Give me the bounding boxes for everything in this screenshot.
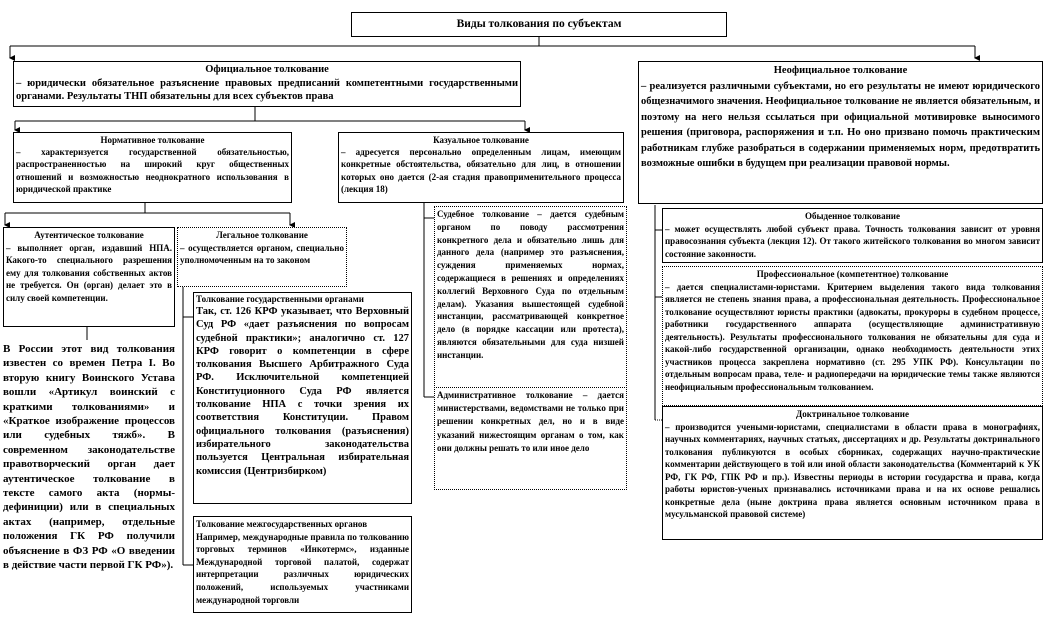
ordinary-interpretation-box — [662, 208, 1043, 263]
unofficial-title: Неофициальное толкование — [773, 65, 908, 76]
administrative-interpretation-box — [434, 387, 627, 490]
normative-title: Нормативное толкование — [100, 135, 205, 145]
ordinary-text: – может осуществлять любой субъект права. Точность толкования зависит от уровня правосознания субъекта (лекция 12). От такого житейского толкования во многом зависит состояние законности. — [665, 223, 1040, 259]
legal-title: Легальное толкование — [216, 230, 308, 240]
professional-text: – дается специалистами-юристами. Критерием выделения такого вида толкования является не степень знания права, а профессиональная деятельность. Профессиональное толкование осуществляют юристы практики (адвокаты, прокуроры в судебном процессе, работники государственного аппарата (осуществляющие административную деятельность). Результаты профессионального толкования не обязательны для суда и какой-либо государственной организации, однако необходимость деятельности этих участников процесса закреплена нормативно (ст. 295 УПК РФ). Консультации по отдельным вопросам права, теле- и радиопередачи на юридические темы также являются неофициальным профессиональным толкованием. — [665, 281, 1040, 392]
unofficial-interpretation-box — [638, 61, 1043, 204]
unofficial-text: – реализуется различными субъектами, но его результаты не имеют юридического общезначимого значения. Неофициальное толкование не является обязательным, и поэтому на него нельзя ссылаться при официальной мотивировке выносимого решения (приговора, распоряжения и т.п. Но оно призвано помочь практическим работникам глубже разобраться в содержании применяемых норм, предотвратить возможные ошибки в будущем при реализации правовой нормы. — [641, 80, 1040, 169]
doctrinal-title: Доктринальное толкование — [796, 409, 909, 419]
normative-interpretation-box — [13, 132, 292, 203]
professional-interpretation-box — [662, 266, 1043, 406]
judicial-text: – дается судебным органом по поводу рассмотрения конкретного дела и обязательно лишь для данного дела (например это разъяснения, суждения применяемых нормах, содержащиеся в решениях и определениях коллегий Верховного Суда по отдельным делам). Указания вышестоящей судебной инстанции, рассматривающей конкретное дело (в порядке кассации или протеста), являются обязательными для суда низшей инстанции. — [437, 209, 624, 360]
legal-interpretation-box — [177, 227, 347, 287]
official-text: – юридически обязательное разъяснение правовых предписаний компетентными государственными органами. Результаты ТНП обязательны для всех субъектов права — [16, 77, 518, 102]
diagram-title-box — [351, 12, 727, 37]
casual-title: Казуальное толкование — [433, 135, 529, 145]
authentic-interpretation-box — [3, 227, 175, 327]
ordinary-title: Обыденное толкование — [805, 211, 900, 221]
diagram-title: Виды толкования по субъектам — [456, 18, 622, 30]
state-bodies-title: Толкование государственными органами — [196, 294, 364, 304]
interstate-bodies-interpretation-box — [193, 516, 412, 613]
official-title: Официальное толкование — [205, 64, 329, 75]
casual-text: – адресуется персонально определенным лицам, имеющим конкретные обстоятельства, обязательно для лиц, в отношении которых оно дается (2-ая стадия правоприменительного процесса (лекция 18) — [341, 147, 621, 194]
legal-text: – осуществляется органом, специально уполномоченным на то законом — [180, 242, 344, 265]
judicial-interpretation-box — [434, 206, 627, 392]
normative-text: – характеризуется государственной обязательностью, распространенностью на широкий круг общественных отношений и возможностью неоднократного использования в юридической практике — [16, 147, 289, 194]
authentic-history-note: В России этот вид толкования известен со времен Петра I. Во вторую книгу Воинского Устава вошли «Артикул воинский с краткими толкованиями» и «Краткое изображение процессов или судебных тяжб». В современном законодательстве правотворческий орган дает аутентическое толкование в тексте самого акта (нормы-дефиниции) или в специальных актах (например, отдельные положения ГК РФ получили объяснение в ФЗ РФ «О введении в действие части первой ГК РФ»). — [3, 343, 175, 572]
doctrinal-interpretation-box — [662, 406, 1043, 540]
authentic-text: – выполняет орган, издавший НПА. Какого-то специального разрешения ему для толкования собственных актов не требуется. Он (орган) делает это в силу своей компетенции. — [6, 242, 172, 303]
casual-interpretation-box — [338, 132, 624, 203]
judicial-title: Судебное толкование — [437, 209, 530, 219]
state-bodies-text: Так, ст. 126 КРФ указывает, что Верховный Суд РФ «дает разъяснения по вопросам судебной практики»; аналогично ст. 127 КРФ говорит о компетенции в сфере толкования Высшего Арбитражного Суда РФ. Исключительной компетенцией Конституционного Суда РФ является толкование НПА с точки зрения их соответствия Конституции. Правом официального толкования (разъяснения) избирательного законодательства пользуется Центральная избирательная комиссия (Центризбирком) — [196, 306, 409, 477]
authentic-title: Аутентическое толкование — [34, 230, 144, 240]
interstate-title: Толкование межгосударственных органов — [196, 519, 368, 529]
official-interpretation-box — [13, 61, 521, 107]
doctrinal-text: – производится учеными-юристами, специалистами в области права в монографиях, научных комментариях, научных статьях, диссертациях и др. Результаты доктринального толкования публикуются в особых сборниках, содержащих научно-практические комментарии действующего в той или иной области законодательства (Комментарий к УК РФ, ГК РФ, ГПК РФ и пр.). Известны периоды в истории государства и права, когда работы юристов-ученых признавались источниками права и на их основе решались конкретные дела (ныне доктрина права является основным источником права в мусульманской правовой системе) — [665, 421, 1040, 519]
state-bodies-interpretation-box — [193, 292, 412, 504]
administrative-text: – дается министерствами, ведомствами не только при решении конкретных дел, но и в виде указаний нижестоящим органам о том, как они должны решать то или иное дело — [437, 390, 624, 453]
interstate-text: Например, международные правила по толкованию торговых терминов «Инкотермс», изданные Международной торговой палатой, содержат интерпретации различных юридических положений, используемых участниками международной торговли — [196, 531, 409, 605]
administrative-title: Административное толкование — [437, 390, 573, 400]
professional-title: Профессиональное (компетентное) толкование — [756, 269, 949, 279]
